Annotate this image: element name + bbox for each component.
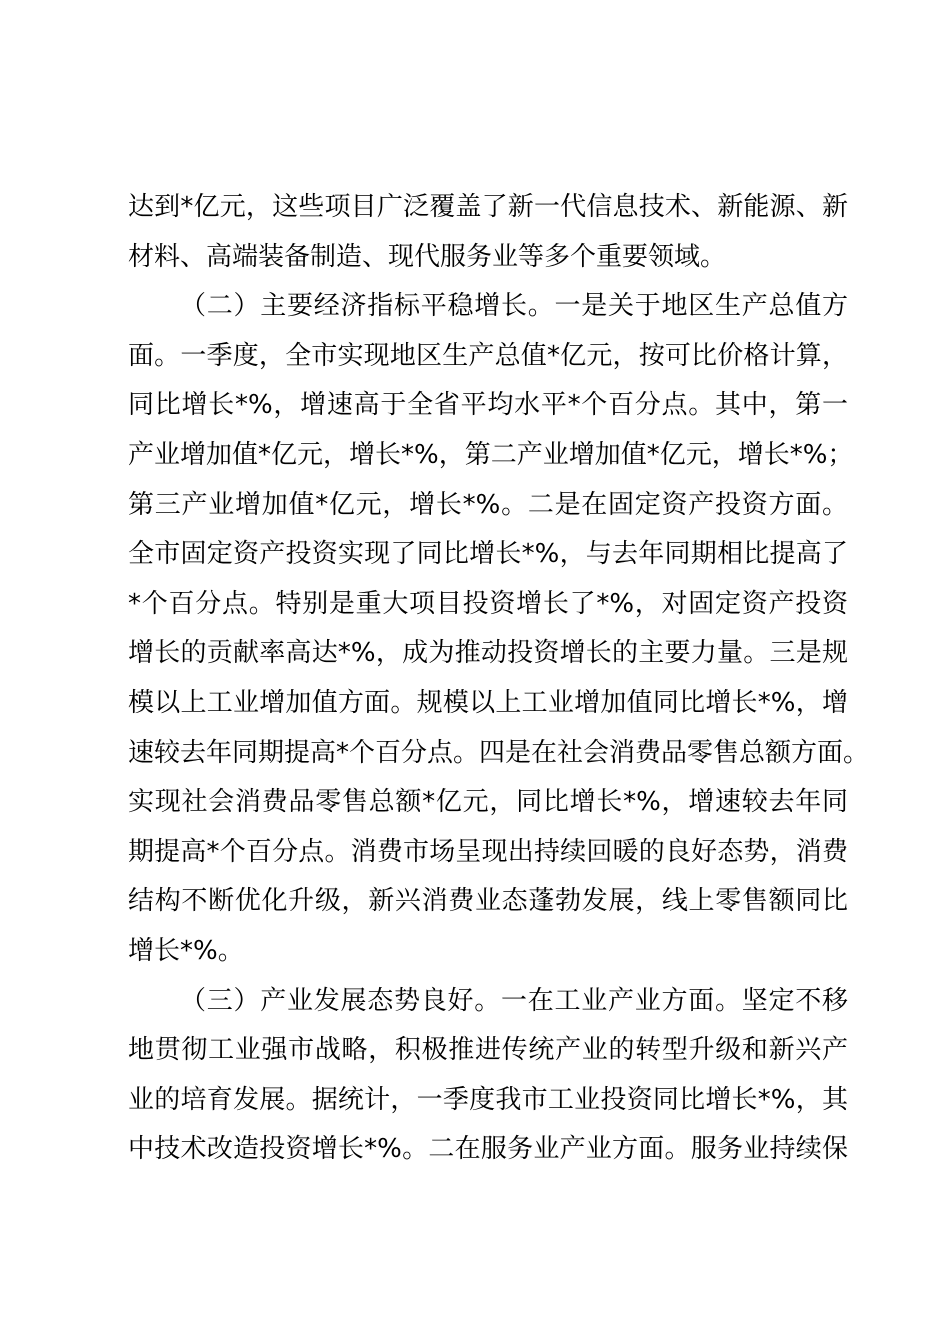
text-line: 面。一季度，全市实现地区生产总值*亿元，按可比价格计算， (128, 340, 848, 371)
text-line: 同比增长*%，增速高于全省平均水平*个百分点。其中，第一 (128, 390, 848, 421)
text-line: 速较去年同期提高*个百分点。四是在社会消费品零售总额方面。 (128, 737, 870, 768)
section-heading-line: （三）产业发展态势良好。一在工业产业方面。坚定不移 (180, 985, 848, 1016)
text-line: 材料、高端装备制造、现代服务业等多个重要领域。 (128, 241, 727, 272)
text-line: 实现社会消费品零售总额*亿元，同比增长*%，增速较去年同 (128, 787, 848, 818)
text-line: 中技术改造投资增长*%。二在服务业产业方面。服务业持续保 (128, 1134, 848, 1165)
text-line: 地贯彻工业强市战略，积极推进传统产业的转型升级和新兴产 (128, 1035, 848, 1066)
text-line: 第三产业增加值*亿元，增长*%。二是在固定资产投资方面。 (128, 489, 848, 520)
text-line: 业的培育发展。据统计，一季度我市工业投资同比增长*%，其 (128, 1084, 848, 1115)
text-line: 结构不断优化升级，新兴消费业态蓬勃发展，线上零售额同比 (128, 886, 848, 917)
text-line: *个百分点。特别是重大项目投资增长了*%，对固定资产投资 (128, 588, 848, 619)
text-line: 期提高*个百分点。消费市场呈现出持续回暖的良好态势，消费 (128, 836, 848, 867)
section-heading-line: （二）主要经济指标平稳增长。一是关于地区生产总值方 (180, 291, 848, 322)
text-line: 产业增加值*亿元，增长*%，第二产业增加值*亿元，增长*%； (128, 439, 854, 470)
body-text (128, 183, 870, 1175)
text-line: 达到*亿元，这些项目广泛覆盖了新一代信息技术、新能源、新 (128, 192, 848, 222)
text-line: 全市固定资产投资实现了同比增长*%，与去年同期相比提高了 (128, 539, 848, 570)
text-line: 增长*%。 (128, 935, 244, 966)
text-line: 增长的贡献率高达*%，成为推动投资增长的主要力量。三是规 (128, 638, 848, 669)
text-line: 模以上工业增加值方面。规模以上工业增加值同比增长*%，增 (128, 687, 848, 718)
